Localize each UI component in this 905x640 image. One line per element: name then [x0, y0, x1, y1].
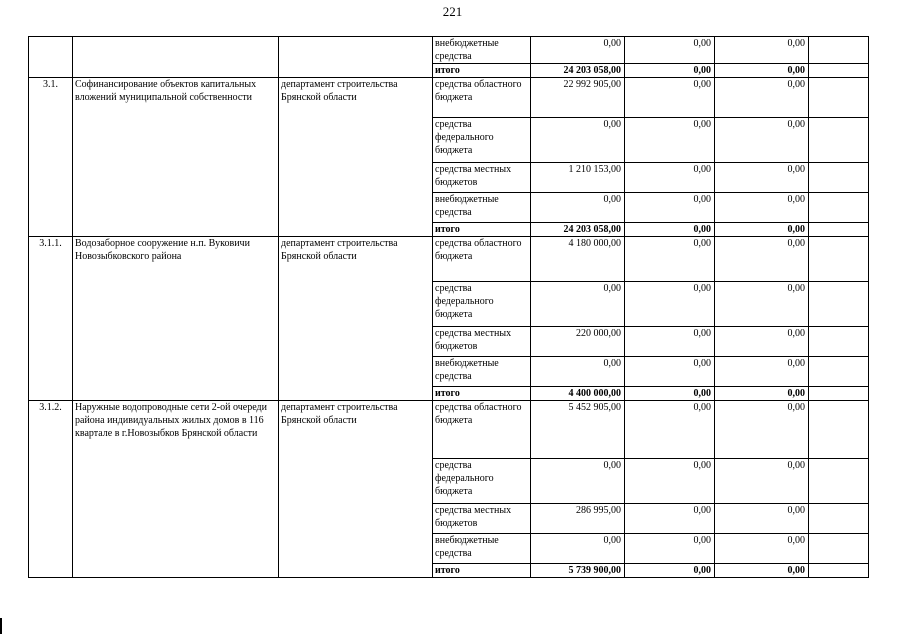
amount-cell: 24 203 058,00	[531, 64, 625, 78]
amount-cell: 1 210 153,00	[531, 163, 625, 193]
table-row	[29, 401, 869, 459]
amount-cell: 0,00	[715, 37, 809, 64]
amount-cell: 0,00	[625, 534, 715, 564]
amount-cell: 0,00	[531, 193, 625, 223]
item-name-cell: Софинансирование объектов капитальных вложений муниципальной собственности	[73, 78, 279, 237]
amount-cell: 0,00	[715, 118, 809, 163]
empty-cell	[809, 327, 869, 357]
amount-cell: 5 452 905,00	[531, 401, 625, 459]
amount-cell: 0,00	[625, 118, 715, 163]
amount-cell: 0,00	[531, 37, 625, 64]
executor-cell	[279, 37, 433, 78]
amount-cell: 4 400 000,00	[531, 387, 625, 401]
table-row	[29, 37, 869, 64]
amount-cell: 0,00	[625, 193, 715, 223]
funding-source-cell: итого	[433, 64, 531, 78]
amount-cell: 0,00	[625, 327, 715, 357]
item-number-cell: 3.1.2.	[29, 401, 73, 578]
amount-cell: 0,00	[625, 78, 715, 118]
amount-cell: 0,00	[715, 534, 809, 564]
empty-cell	[809, 282, 869, 327]
amount-cell: 5 739 900,00	[531, 564, 625, 578]
amount-cell: 24 203 058,00	[531, 223, 625, 237]
empty-cell	[809, 534, 869, 564]
empty-cell	[809, 504, 869, 534]
empty-cell	[809, 193, 869, 223]
item-number-cell	[29, 37, 73, 78]
funding-source-cell: итого	[433, 223, 531, 237]
empty-cell	[809, 387, 869, 401]
amount-cell: 0,00	[531, 118, 625, 163]
funding-source-cell: внебюджетные средства	[433, 193, 531, 223]
amount-cell: 0,00	[625, 401, 715, 459]
amount-cell: 0,00	[715, 459, 809, 504]
amount-cell: 0,00	[625, 459, 715, 504]
empty-cell	[809, 564, 869, 578]
funding-source-cell: внебюджетные средства	[433, 37, 531, 64]
empty-cell	[809, 37, 869, 64]
amount-cell: 0,00	[715, 564, 809, 578]
funding-source-cell: средства федерального бюджета	[433, 459, 531, 504]
empty-cell	[809, 64, 869, 78]
scan-margin-mark	[0, 618, 2, 634]
item-name-cell	[73, 37, 279, 78]
empty-cell	[809, 78, 869, 118]
empty-cell	[809, 118, 869, 163]
executor-cell: департамент строительства Брянской области	[279, 401, 433, 578]
amount-cell: 0,00	[625, 223, 715, 237]
empty-cell	[809, 459, 869, 504]
amount-cell: 286 995,00	[531, 504, 625, 534]
executor-cell: департамент строительства Брянской области	[279, 237, 433, 401]
empty-cell	[809, 401, 869, 459]
amount-cell: 0,00	[715, 237, 809, 282]
funding-source-cell: средства местных бюджетов	[433, 504, 531, 534]
funding-source-cell: средства местных бюджетов	[433, 327, 531, 357]
amount-cell: 0,00	[625, 237, 715, 282]
funding-source-cell: средства федерального бюджета	[433, 282, 531, 327]
amount-cell: 0,00	[715, 78, 809, 118]
amount-cell: 0,00	[625, 564, 715, 578]
item-name-cell: Водозаборное сооружение н.п. Вуковичи Новозыбковского района	[73, 237, 279, 401]
empty-cell	[809, 237, 869, 282]
budget-table	[28, 36, 869, 578]
funding-source-cell: средства областного бюджета	[433, 78, 531, 118]
funding-source-cell: итого	[433, 564, 531, 578]
amount-cell: 0,00	[715, 357, 809, 387]
table-row	[29, 78, 869, 118]
amount-cell: 0,00	[625, 64, 715, 78]
amount-cell: 0,00	[715, 401, 809, 459]
item-name-cell: Наружные водопроводные сети 2-ой очереди района индивидуальных жилых домов в 116 квартале в г.Новозыбков Брянской области	[73, 401, 279, 578]
amount-cell: 22 992 905,00	[531, 78, 625, 118]
amount-cell: 0,00	[715, 327, 809, 357]
funding-source-cell: средства местных бюджетов	[433, 163, 531, 193]
amount-cell: 0,00	[715, 223, 809, 237]
amount-cell: 0,00	[715, 193, 809, 223]
empty-cell	[809, 357, 869, 387]
amount-cell: 0,00	[625, 37, 715, 64]
amount-cell: 0,00	[715, 387, 809, 401]
page-number: 221	[442, 4, 463, 19]
funding-source-cell: средства областного бюджета	[433, 237, 531, 282]
amount-cell: 0,00	[531, 534, 625, 564]
amount-cell: 0,00	[715, 282, 809, 327]
item-number-cell: 3.1.1.	[29, 237, 73, 401]
amount-cell: 4 180 000,00	[531, 237, 625, 282]
table-row	[29, 237, 869, 282]
executor-cell: департамент строительства Брянской области	[279, 78, 433, 237]
amount-cell: 0,00	[625, 357, 715, 387]
funding-source-cell: средства областного бюджета	[433, 401, 531, 459]
empty-cell	[809, 223, 869, 237]
amount-cell: 0,00	[531, 357, 625, 387]
amount-cell: 0,00	[531, 282, 625, 327]
amount-cell: 0,00	[531, 459, 625, 504]
amount-cell: 0,00	[625, 163, 715, 193]
amount-cell: 0,00	[625, 504, 715, 534]
amount-cell: 220 000,00	[531, 327, 625, 357]
item-number-cell: 3.1.	[29, 78, 73, 237]
amount-cell: 0,00	[715, 163, 809, 193]
empty-cell	[809, 163, 869, 193]
funding-source-cell: средства федерального бюджета	[433, 118, 531, 163]
funding-source-cell: внебюджетные средства	[433, 534, 531, 564]
funding-source-cell: итого	[433, 387, 531, 401]
amount-cell: 0,00	[715, 64, 809, 78]
amount-cell: 0,00	[625, 387, 715, 401]
amount-cell: 0,00	[625, 282, 715, 327]
funding-source-cell: внебюджетные средства	[433, 357, 531, 387]
amount-cell: 0,00	[715, 504, 809, 534]
